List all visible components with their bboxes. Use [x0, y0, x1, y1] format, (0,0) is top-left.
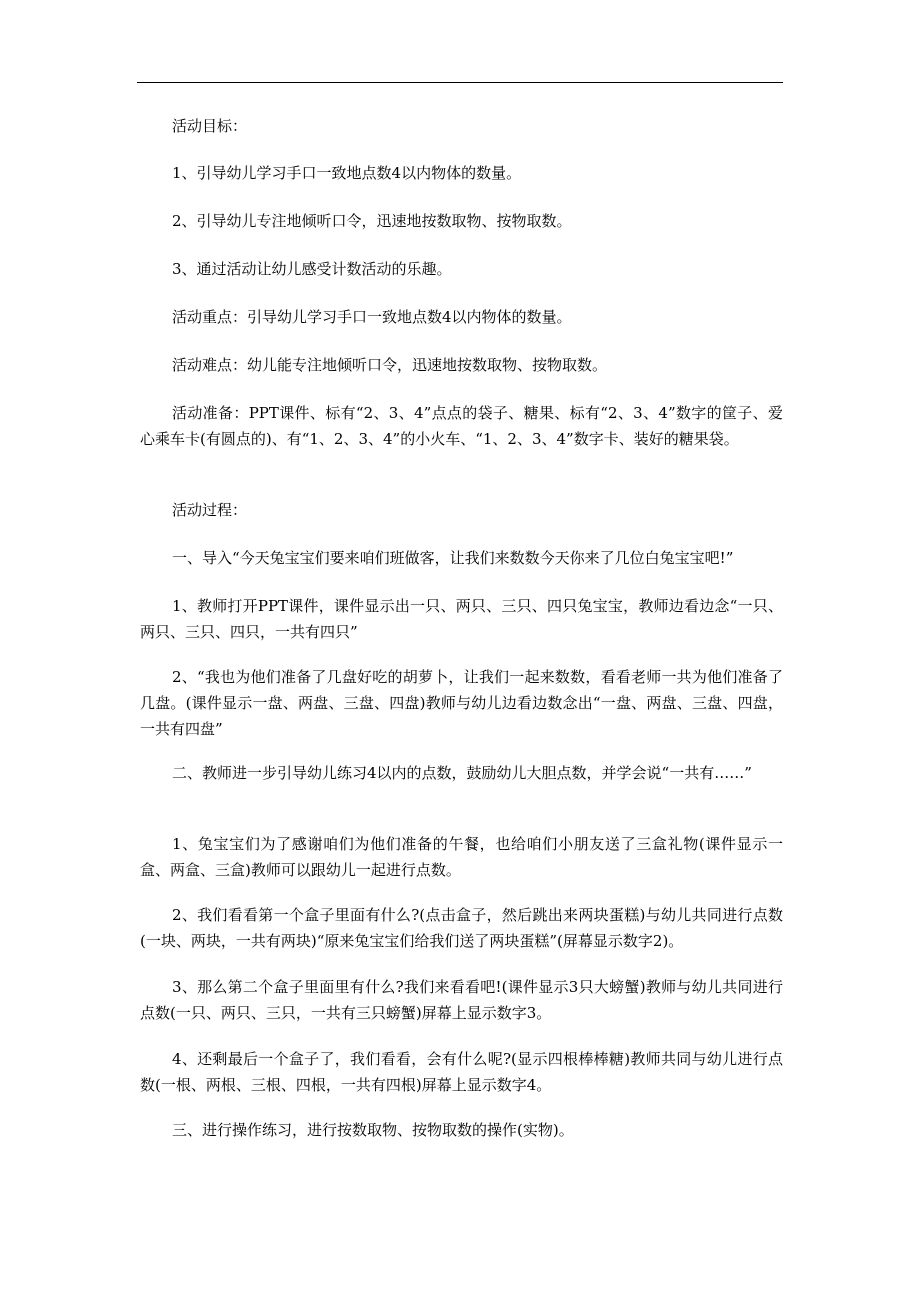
heading-activity-process: 活动过程： — [172, 501, 248, 519]
goal-item-2: 2、引导幼儿专注地倾听口令，迅速地按数取物、按物取数。 — [172, 212, 572, 230]
key-point: 活动重点：引导幼儿学习手口一致地点数4以内物体的数量。 — [172, 308, 572, 326]
difficult-point: 活动难点：幼儿能专注地倾听口令，迅速地按数取物、按物取数。 — [172, 356, 608, 374]
section-two-step-1: 1、兔宝宝们为了感谢咱们为他们准备的午餐，也给咱们小朋友送了三盒礼物(课件显示一盒、两盒、三盒)教师可以跟幼儿一起进行点数。 — [140, 835, 783, 879]
section-two-step-2: 2、我们看看第一个盒子里面有什么?(点击盒子，然后跳出来两块蛋糕)与幼儿共同进行点数(一块、两块，一共有两块)“原来兔宝宝们给我们送了两块蛋糕”(屏幕显示数字2)。 — [140, 906, 783, 950]
header-rule — [137, 82, 783, 83]
section-two-intro: 二、教师进一步引导幼儿练习4以内的点数，鼓励幼儿大胆点数，并学会说“一共有……” — [172, 764, 752, 782]
goal-item-3: 3、通过活动让幼儿感受计数活动的乐趣。 — [172, 260, 452, 278]
section-two-step-4: 4、还剩最后一个盒子了，我们看看，会有什么呢?(显示四根棒棒糖)教师共同与幼儿进行点数(一根、两根、三根、四根，一共有四根)屏幕上显示数字4。 — [140, 1050, 783, 1094]
section-one-step-2: 2、“我也为他们准备了几盘好吃的胡萝卜，让我们一起来数数，看看老师一共为他们准备了几盘。(课件显示一盘、两盘、三盘、四盘)教师与幼儿边看边数念出“一盘、两盘、三盘、四盘，一共有四盘” — [140, 668, 783, 738]
section-two-step-3: 3、那么第二个盒子里面里有什么?我们来看看吧!(课件显示3只大螃蟹)教师与幼儿共同进行点数(一只、两只、三只，一共有三只螃蟹)屏幕上显示数字3。 — [140, 978, 783, 1022]
section-one-step-1: 1、教师打开PPT课件，课件显示出一只、两只、三只、四只兔宝宝，教师边看边念“一只、两只、三只、四只，一共有四只” — [140, 597, 783, 641]
section-three: 三、进行操作练习，进行按数取物、按物取数的操作(实物)。 — [172, 1121, 574, 1139]
section-one-intro: 一、导入“今天兔宝宝们要来咱们班做客，让我们来数数今天你来了几位白兔宝宝吧!” — [172, 549, 734, 567]
heading-activity-goals: 活动目标： — [172, 117, 248, 135]
activity-preparation: 活动准备：PPT课件、标有“2、3、4”点点的袋子、糖果、标有“2、3、4”数字的筐子、爱心乘车卡(有圆点的)、有“1、2、3、4”的小火车、“1、2、3、4”数字卡、装好的糖果袋。 — [140, 404, 783, 448]
goal-item-1: 1、引导幼儿学习手口一致地点数4以内物体的数量。 — [172, 164, 522, 182]
